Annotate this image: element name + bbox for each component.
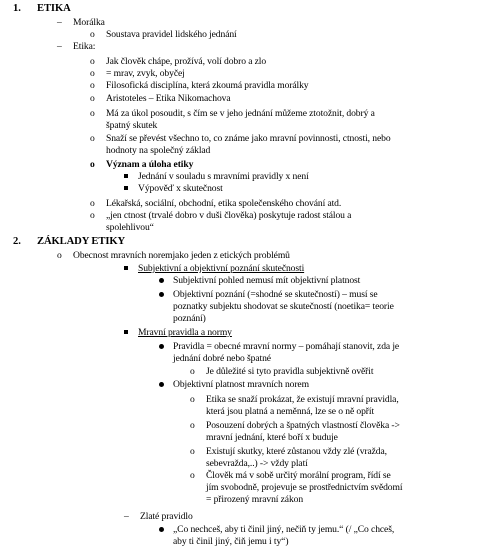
quote-item: „jen ctnost (trvalé dobro v duši člověka) poskytuje radost stálou a — [106, 210, 352, 221]
etika-item: Lékařská, sociální, obchodní, etika společenského chování atd. — [106, 198, 342, 209]
dash-marker: – — [57, 41, 62, 52]
circle-bullet-icon: o — [90, 133, 95, 144]
etika-item: Filosofická disciplína, která zkoumá pravidla morálky — [106, 80, 309, 91]
obj-item-cont: sebevražda,..) -> vždy platí — [206, 458, 308, 469]
subj-item-cont: poznání) — [173, 313, 206, 324]
dot-bullet-icon — [159, 292, 164, 297]
dot-bullet-icon — [159, 278, 164, 283]
etika-item: Má za úkol posoudit, s čím se v jeho jednání můžeme ztotožnit, dobrý a — [106, 108, 375, 119]
subj-item: Objektivní poznání (=shodné se skutečností) – musí se — [173, 289, 378, 300]
section-2-number: 2. — [13, 236, 21, 247]
obj-item: Člověk má v sobě určitý morální program, řídí se — [206, 470, 391, 481]
subj-item: Subjektivní pohled nemusí mít objektivní platnost — [173, 275, 361, 286]
section-1-title: ETIKA — [37, 3, 71, 14]
dulezite-item: Je důležité si tyto pravidla subjektivně ověřit — [206, 366, 374, 377]
obj-item-cont: jím svobodně, projevuje se prostřednictvím svědomí — [206, 482, 403, 493]
zlate-item-cont: aby ti činil jiný, čiň jemu i ty“) — [173, 536, 289, 547]
obecnost-item: Obecnost mravních noremjako jeden z etických problémů — [73, 250, 290, 261]
etika-item-cont: špatný skutek — [106, 120, 158, 131]
circle-bullet-icon: o — [190, 446, 195, 457]
pravidla-item-cont: jednání dobré nebo špatné — [173, 353, 271, 364]
obj-item-cont: která jsou platná a neměnná, lze se o ně opřít — [206, 406, 375, 417]
zlate-heading: Zlaté pravidlo — [140, 511, 193, 522]
circle-bullet-icon: o — [190, 366, 195, 377]
etika-label: Etika: — [73, 41, 96, 52]
moralka-label: Morálka — [73, 17, 105, 28]
dot-bullet-icon — [159, 382, 164, 387]
dot-bullet-icon — [159, 344, 164, 349]
vyznam-item: Jednání v souladu s mravními pravidly x není — [138, 171, 309, 182]
circle-bullet-icon: o — [90, 93, 95, 104]
circle-bullet-icon: o — [190, 420, 195, 431]
circle-bullet-icon: o — [90, 80, 95, 91]
circle-bullet-icon: o — [90, 108, 95, 119]
obj-item: Existují skutky, které zůstanou vždy zlé (vražda, — [206, 446, 387, 457]
circle-bullet-icon: o — [57, 250, 62, 261]
objektivni-heading: Objektivní platnost mravních norem — [173, 379, 309, 390]
dash-marker: – — [57, 17, 62, 28]
circle-bullet-icon: o — [190, 394, 195, 405]
subj-item-cont: poznatky subjektu shodovat se skutečností (noetika= teorie — [173, 301, 394, 312]
obj-item-cont: mravní jednání, které boří x buduje — [206, 432, 338, 443]
circle-bullet-icon: o — [90, 159, 95, 170]
etika-item: = mrav, zvyk, obyčej — [106, 68, 185, 79]
etika-item: Snaží se převést všechno to, co známe jako mravní povinnosti, ctnosti, nebo — [106, 133, 391, 144]
section-2-title: ZÁKLADY ETIKY — [37, 236, 126, 247]
pravidla-item: Pravidla = obecné mravní normy – pomáhají stanovit, zda je — [173, 341, 400, 352]
etika-item-cont: hodnoty na společný základ — [106, 145, 211, 156]
subj-heading: Subjektivní a objektivní poznání skutečnosti — [138, 263, 305, 274]
circle-bullet-icon: o — [90, 210, 95, 221]
vyznam-item: Výpověď x skutečnost — [138, 183, 223, 194]
circle-bullet-icon: o — [90, 56, 95, 67]
vyznam-heading: Význam a úloha etiky — [106, 159, 194, 170]
circle-bullet-icon: o — [90, 68, 95, 79]
obj-item-cont: = přirozený mravní zákon — [206, 494, 304, 505]
square-bullet-icon — [124, 330, 128, 334]
obj-item: Posouzení dobrých a špatných vlastností člověka -> — [206, 420, 400, 431]
circle-bullet-icon: o — [190, 470, 195, 481]
obj-item: Etika se snaží prokázat, že existují mravní pravidla, — [206, 394, 399, 405]
dot-bullet-icon — [159, 527, 164, 532]
etika-item: Jak člověk chápe, prožívá, volí dobro a zlo — [106, 56, 267, 67]
circle-bullet-icon: o — [90, 198, 95, 209]
etika-item: Aristoteles – Etika Nikomachova — [106, 93, 231, 104]
section-1-number: 1. — [13, 3, 21, 14]
square-bullet-icon — [124, 174, 128, 178]
zlate-item: „Co nechceš, aby ti činil jiný, nečiň ty jemu.“ (/ „Co chceš, — [173, 524, 395, 535]
mravni-heading: Mravní pravidla a normy — [138, 327, 232, 338]
moralka-definition: Soustava pravidel lidského jednání — [106, 29, 237, 40]
square-bullet-icon — [124, 266, 128, 270]
quote-item-cont: spolehlivou“ — [106, 222, 154, 233]
circle-bullet-icon: o — [90, 29, 95, 40]
dash-marker: – — [124, 511, 129, 522]
square-bullet-icon — [124, 186, 128, 190]
